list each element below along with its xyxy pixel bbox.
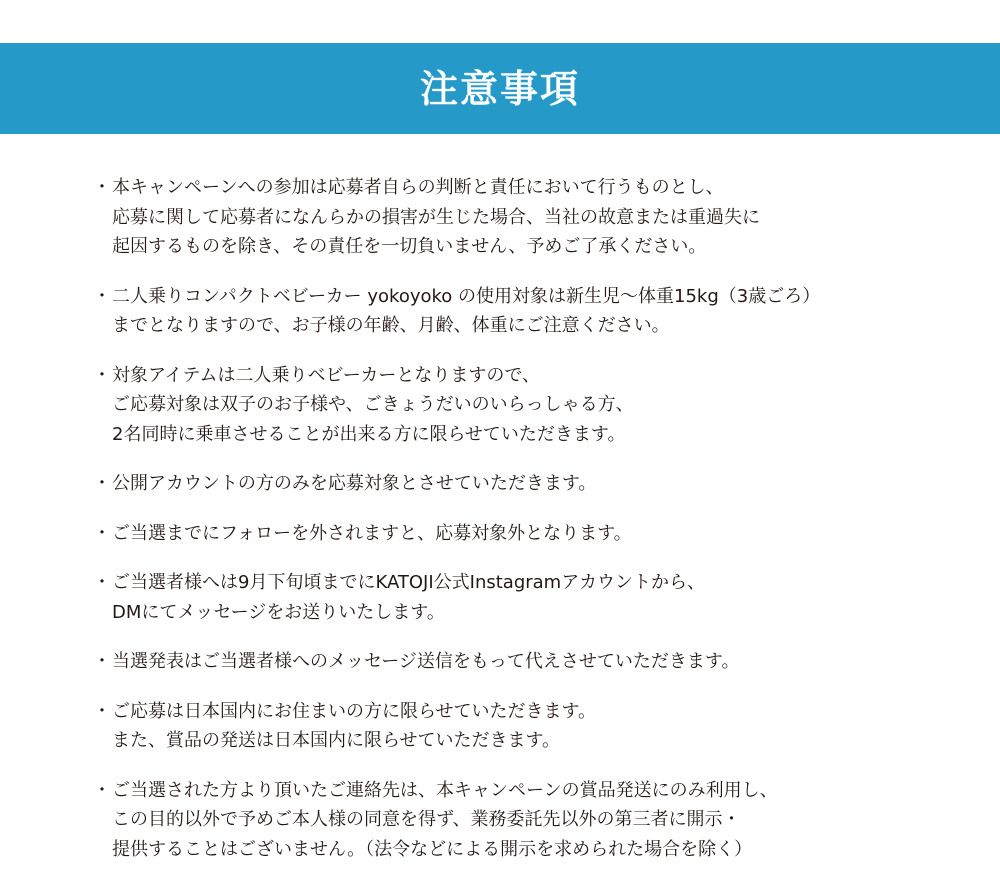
bullet-mark: ・ <box>93 364 111 386</box>
bullet-mark: ・ <box>93 285 111 307</box>
note-item <box>92 282 972 341</box>
bullet-mark: ・ <box>93 779 111 801</box>
note-line: 二人乗りコンパクトベビーカー yokoyoko の使用対象は新生児〜体重15kg（3歳ごろ） <box>112 285 821 307</box>
note-item <box>92 519 972 549</box>
note-item <box>92 776 972 865</box>
bullet-mark: ・ <box>93 177 111 198</box>
page-title: 注意事項 <box>419 66 580 111</box>
header-banner <box>0 43 1000 134</box>
note-item <box>92 568 972 627</box>
note-line: ご当選までにフォローを外されますと、応募対象外となります。 <box>112 522 632 544</box>
note-item <box>92 469 972 499</box>
notes-list <box>92 173 972 884</box>
note-line: ご当選者様へは9月下旬頃までにKATOJI公式Instagramアカウントから、 <box>112 572 706 593</box>
note-item <box>92 361 972 450</box>
note-line: 起因するものを除き、その責任を一切負いません、予めご了承ください。 <box>112 236 707 257</box>
bullet-mark: ・ <box>93 572 111 593</box>
note-line: ご当選された方より頂いたご連絡先は、本キャンペーンの賞品発送にのみ利用し、 <box>112 779 778 801</box>
note-item <box>92 647 972 677</box>
note-line: 提供することはございません。（法令などによる開示を求められた場合を除く） <box>112 838 753 860</box>
bullet-mark: ・ <box>93 473 111 494</box>
bullet-mark: ・ <box>93 700 111 722</box>
note-line: 公開アカウントの方のみを応募対象とさせていただきます。 <box>112 473 597 494</box>
note-line: 応募に関して応募者になんらかの損害が生じた場合、当社の故意または重過失に <box>112 206 760 228</box>
note-item <box>92 173 972 262</box>
bullet-mark: ・ <box>93 522 111 544</box>
note-line: 本キャンペーンへの参加は応募者自らの判断と責任において行うものとし、 <box>112 177 724 198</box>
note-line: 対象アイテムは二人乗りベビーカーとなりますので、 <box>112 364 541 386</box>
note-line: 2名同時に乗車させることが出来る方に限らせていただきます。 <box>112 423 626 445</box>
note-line: また、賞品の発送は日本国内に限らせていただきます。 <box>112 730 561 751</box>
note-line: ご応募は日本国内にお住まいの方に限らせていただきます。 <box>112 700 597 722</box>
bullet-mark: ・ <box>93 651 111 672</box>
note-item <box>92 697 972 756</box>
note-line: ご応募対象は双子のお子様や、ごきょうだいのいらっしゃる方、 <box>112 394 634 415</box>
note-line: この目的以外で予めご本人様の同意を得ず、業務委託先以外の第三者に開示・ <box>112 809 741 830</box>
note-line: までとなりますので、お子様の年齢、月齢、体重にご注意ください。 <box>112 315 670 336</box>
note-line: DMにてメッセージをお送りいたします。 <box>112 601 445 623</box>
note-line: 当選発表はご当選者様へのメッセージ送信をもって代えさせていただきます。 <box>112 651 740 672</box>
